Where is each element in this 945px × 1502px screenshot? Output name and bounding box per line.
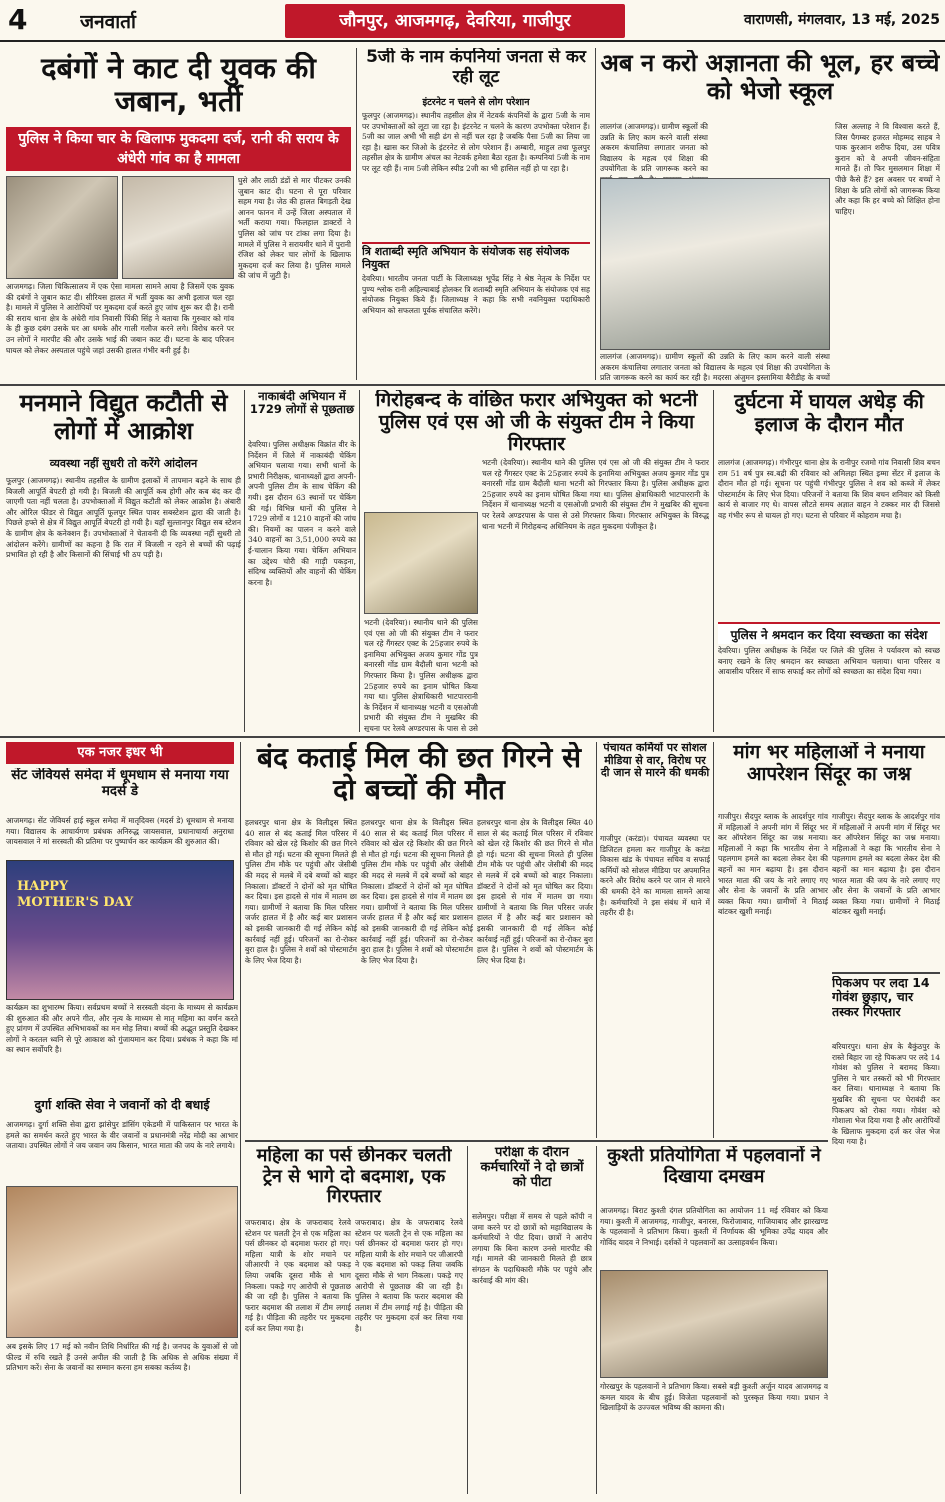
electricity-headline: मनमाने विद्युत कटौती से लोगों में आक्रोश [19, 390, 228, 445]
divider [240, 742, 241, 1494]
tri-shatabdi-headline: त्रि शताब्दी स्मृति अभियान के संयोजक सह संयोजक नियुक्त [362, 242, 590, 272]
durga-body: आजमगढ़। दुर्गा शक्ति सेवा द्वारा झांसेपुर डांसिंग एकेडमी में पाकिस्तान पर भारत के हमले का समर्थन करते हुए भारत के वीर जवानों व प्रधानमंत्री नरेंद्र मोदी का आभार जताया। उपस्थित लोगों ने जय जवान जय किसान, भारत माता की जय के नारे लगाये। [6, 1120, 238, 1151]
poster-text: HAPPY MOTHER'S DAY [17, 879, 134, 910]
tongue-body-cont: घुसे और लाठी डंडों से मार पीटकर उनकी जुबान काट दी। घटना से पूरा परिवार सहम गया है। जेठ की हालत बिगड़ती देख आनन फानन में उन्हें जिला अस्पताल में भर्ती कराया गया। फिलहाल डाक्टरों ने पुलिस को जांच पर टांका लगा दिया है। मामले में पुलिस ने सरायमीर थाने में पुरानी रंजिश को लेकर चार लोगों के खिलाफ मुकदमा दर्ज कर लिया है। पुलिस मामले की जांच में जुटी है। [238, 176, 351, 281]
divider [595, 48, 596, 380]
challan-body: देवरिया। पुलिस अधीक्षक विक्रांत वीर के निर्देशन में जिले में नाकाबंदी चेकिंग अभियान चलाया गया। सभी थानों के प्रभारी निरीक्षक, थानाध्यक्षों द्वारा अपनी-अपनी पुलिस टीम के साथ चेकिंग की गयी। इस दौरान 63 स्थानों पर चेकिंग की गई। विभिन्न थानों की पुलिस ने 1729 लोगों व 1210 वाहनों की जांच की। नियमों का पालन न करने वाले 340 वाहनों का 3,51,000 रुपये का ई-चालान किया गया। चेकिंग अभियान का उद्देश्य चोरी की गाड़ी पकड़ना, संदिग्ध व्यक्तियों और वाहनों की चेकिंग करना है। [248, 440, 356, 587]
fiveg-headline: 5जी के नाम कंपनियां जनता से कर रही लूट [366, 48, 586, 87]
accident-headline: दुर्घटना में घायल अधेड़ की इलाज के दौरान मौत [734, 390, 924, 436]
wrestling-headline: कुश्ती प्रतियोगिता में पहलवानों ने दिखाया दमखम [607, 1146, 821, 1187]
arrest-body-cont: भटनी (देवरिया)। स्थानीय थाने की पुलिस एवं एस ओ जी की संयुक्त टीम ने फरार चल रहे गैंगस्टर एक्ट के 25हजार रुपये के इनामिया अभियुक्त अजय कुमार गोंड पुत्र बनारसी गोंड ग्राम बैदौली थाना भटनी को गिरफ्तार किया है। पुलिस अधीक्षक द्वारा 25हजार रुपये का इनाम घोषित किया गया था। पुलिस क्षेत्राधिकारी भाटपाररानी के निर्देशन में थानाध्यक्ष भटनी व एसओजी प्रभारी की संयुक्त टीम ने मुखबिर की सूचना पर रेलवे अण्डरपास के पास से उसे [364, 618, 478, 732]
wrestling-photo [600, 1270, 828, 1378]
education-headline: अब न करो अज्ञानता की भूल, हर बच्चे को भेजो स्कूल [600, 50, 940, 105]
education-caption-text: लालगंज (आजमगढ़)। ग्रामीण स्कूलों की उन्नति के लिए काम करने वाली संस्था अकरम कंचालिया लगातार जनता को विद्यालय के महत्व एवं शिक्षा की उपयोगिता के प्रति जागरूक करने का कार्य कर रही है। मदरसा अंजुमन इस्लामिया बैरीडीह के बच्चों [600, 352, 830, 382]
education-body-cont: जिस अल्लाह ने वि विश्वास करते हैं, जिस पैगम्बर हजरत मोहम्मद साहब ने पाक कुरआन शरीफ दिया, उस पवित्र कुरान को वे अपनी जीवन-संहिता मानते हैं। तो फिर मुसलमान शिक्षा में पीछे कैसे हैं? इस अवसर पर बच्चों ने शिक्षा के प्रति लोगों को जागरूक किया और कहा कि हर बच्चे को शिक्षित होना चाहिए। [835, 122, 940, 216]
sindoor-body: गाजीपुर। सैदपुर ब्लाक के आदर्शपुर गांव में महिलाओं ने अपनी मांग में सिंदूर भर कर ऑपरेशन सिंदूर का जश्न मनाया। महिलाओं ने कहा कि भारतीय सेना ने पहलगाम हमले का बदला लेकर देश की बहनों का मान बढ़ाया है। इस दौरान भारत माता की जय के नारे लगाए गए और सेना के जवानों के प्रति आभार व्यक्त किया गया। ग्रामीणों ने मिठाई बांटकर खुशी मनाई। [718, 812, 828, 917]
education-body: लालगंज (आजमगढ़)। ग्रामीण स्कूलों की उन्नति के लिए काम करने वाली संस्था अकरम कंचालिया लगातार जनता को विद्यालय के महत्व एवं शिक्षा की उपयोगिता के प्रति जागरूक करने का [600, 122, 708, 174]
divider [596, 1146, 597, 1494]
arrest-headline: गिरोहबन्द के वांछित फरार अभियुक्त को भटनी पुलिस एवं एस ओ जी के संयुक्त टीम ने किया गिरफ्तार [375, 390, 698, 454]
divider [596, 742, 597, 1138]
divider [356, 48, 357, 380]
durga-headline: दुर्गा शक्ति सेवा ने जवानों को दी बधाई [34, 1098, 210, 1112]
fiveg-subhead: इंटरनेट न चलने से लोग परेशान [422, 97, 530, 108]
cleanliness-body: देवरिया। पुलिस अधीक्षक के निर्देश पर जिले की पुलिस ने पर्यावरण को स्वच्छ बनाए रखने के लिए श्रमदान कर स्वच्छता अभियान चलाया। थाना परिसर व आवासीय परिसर में साफ सफाई कर लोगों को स्वच्छता का संदेश दिया गया। [718, 646, 940, 677]
mothers-day-photo [6, 860, 234, 1000]
divider [832, 972, 940, 974]
exam-headline: परीक्षा के दौरान कर्मचारियों ने दो छात्रों को पीटा [480, 1146, 584, 1190]
wrestling-body: आजमगढ़। बिराट कुश्ती दंगल प्रतियोगिता का आयोजन 11 मई रविवार को किया गया। कुश्ती में आजमगढ़, गाजीपुर, बनारस, फिरोजाबाद, गाजियाबाद और झारखण्ड के पहलवानों ने प्रतिभाग किया। कुश्ती में निर्णायक की भूमिका उपेंद्र यादव और गोविंद यादव ने निभाई। दर्शकों ने पहलवानों का उत्साहवर्धन किया। [600, 1206, 828, 1247]
divider [713, 390, 714, 732]
panchayat-headline: पंचायत कर्मियों पर सोशल मीडिया से वार, विरोध पर दी जान से मारने की धमकी [600, 742, 710, 780]
page-number: 4 [8, 3, 28, 36]
fiveg-body: फूलपुर (आजमगढ़)। स्थानीय तहसील क्षेत्र में नेटवर्क कंपनियों के द्वारा 5जी के नाम पर उपभोक्ताओं को लूटा जा रहा है। इंटरनेट न चलने के कारण उपभोक्ता परेशान हैं। 5जी का जाल अभी भी सही ढंग से नहीं चल रहा है जबकि पैसा 5जी का लिया जा रहा है। खास कर जिओ के इंटरनेट से लोग परेशान हैं। अम्बारी, माहुल तथा फूलपुर तहसील क्षेत्र के ग्रामीण अंचल का नेटवर्क हमेशा बैठा रहता है। कम्पनियां 5जी के नाम पर लूट रही हैं। नाम 5जी लेकिन स्पीड 2जी का भी हासिल नहीं हो पा रहा है। [362, 111, 590, 173]
cleanliness-headline: पुलिस ने श्रमदान कर दिया स्वच्छता का संदेश [718, 622, 940, 644]
region-banner: जौनपुर, आजमगढ़, देवरिया, गाजीपुर [285, 4, 625, 38]
rally-photo [600, 178, 830, 350]
panchayat-body: गाजीपुर (करंडा)। पंचायत व्यवस्था पर डिजिटल हमला कर गाजीपुर के करंडा विकास खंड के पंचायत सचिव व सफाई कर्मियों को सोशल मीडिया पर अपमानित करने और विरोध करने पर जान से मारने की धमकी देने का मामला सामने आया है। कर्मचारियों ने इस संबंध में थाने में तहरीर दी है। [600, 834, 710, 918]
tri-shatabdi-body: देवरिया। भारतीय जनता पार्टी के जिलाध्यक्ष भूपेंद्र सिंह ने श्रेष्ठ नेतृत्व के निर्देश पर पुण्य श्लोक रानी अहिल्याबाई होलकर त्रि शताब्दी स्मृति अभियान के संयोजक एवं सह संयोजक नियुक्त किये हैं। जिलाध्यक्ष ने कहा कि सभी नवनियुक्त पदाधिकारी अभियान को सफलता पूर्वक संचालित करेंगे। [362, 274, 590, 315]
durga-caption: अब इसके लिए 17 मई को नवीन तिथि निर्धारित की गई है। जनपद के युवाओं से जो फील्ड में रुचि रखते हैं उनसे अपील की जाती है कि अधिक से अधिक संख्या में प्रतिभाग करें। सेना के जवानों का सम्मान करना हम सबका कर्तव्य है। [6, 1342, 238, 1373]
durga-photo [6, 1186, 238, 1338]
electricity-subhead: व्यवस्था नहीं सुधरी तो करेंगे आंदोलन [49, 457, 198, 470]
purse-body: जफराबाद। क्षेत्र के जफराबाद रेलवे स्टेशन पर चलती ट्रेन से एक महिला का पर्स छीनकर दो बदमाश फरार हो गए। महिला यात्री के शोर मचाने पर जीआरपी ने एक बदमाश को पकड़ लिया जबकि दूसरा मौके से भाग निकला। पकड़े गए आरोपी से पूछताछ की जा रही है। पुलिस ने बताया कि फरार बदमाश की तलाश में टीम लगाई गई है। पीड़िता की तहरीर पर मुकदमा दर्ज कर लिया गया है। [245, 1218, 351, 1333]
police-team-photo [364, 512, 478, 614]
divider [245, 1140, 828, 1142]
tongue-subhead: पुलिस ने किया चार के खिलाफ मुकदमा दर्ज, रानी की सराय के अंधेरी गांव का है मामला [6, 127, 351, 171]
divider [713, 742, 714, 1138]
roof-body: हलधरपुर थाना क्षेत्र के विलीड्स स्थित 40 साल से बंद कताई मिल परिसर में रविवार को खेल रहे किशोर की छत गिरने से मौत हो गई। घटना की सूचना मिलते ही पुलिस टीम मौके पर पहुंची और जेसीबी की मदद से मलबे में दबे बच्चों को बाहर निकाला। डॉक्टरों ने दोनों को मृत घोषित कर दिया। इस हादसे से गांव में मातम छा गया। ग्रामीणों ने बताया कि मिल परिसर जर्जर हालत में है और कई बार प्रशासन को इसकी जानकारी दी गई लेकिन कोई कार्रवाई नहीं हुई। परिजनों का रो-रोकर बुरा हाल है। पुलिस ने शवों को पोस्टमार्टम के लिए भेज दिया है। [245, 818, 357, 965]
hospital-photo [6, 176, 118, 279]
roof-body-2: हलधरपुर थाना क्षेत्र के विलीड्स स्थित 40 साल से बंद कताई मिल परिसर में रविवार को खेल रहे किशोर की छत गिरने से मौत हो गई। घटना की सूचना मिलते ही पुलिस टीम मौके पर पहुंची और जेसीबी की मदद से मलबे में दबे बच्चों को बाहर निकाला। डॉक्टरों ने दोनों को मृत घोषित कर दिया। इस हादसे से गांव में मातम छा गया। ग्रामीणों ने बताया कि मिल परिसर जर्जर हालत में है और कई बार प्रशासन को इसकी जानकारी दी गई लेकिन कोई कार्रवाई नहीं हुई। परिजनों का रो-रोकर बुरा हाल है। पुलिस ने शवों को पोस्टमार्टम के लिए भेज दिया है। [361, 818, 473, 965]
divider [244, 390, 245, 732]
purse-headline: महिला का पर्स छीनकर चलती ट्रेन से भागे दो बदमाश, एक गिरफ्तार [256, 1146, 452, 1208]
purse-body-2: जफराबाद। क्षेत्र के जफराबाद रेलवे स्टेशन पर चलती ट्रेन से एक महिला का पर्स छीनकर दो बदमाश फरार हो गए। महिला यात्री के शोर मचाने पर जीआरपी ने एक बदमाश को पकड़ लिया जबकि दूसरा मौके से भाग निकला। पकड़े गए आरोपी से पूछताछ की जा रही है। पुलिस ने बताया कि फरार बदमाश की तलाश में टीम लगाई गई है। पीड़िता की तहरीर पर मुकदमा दर्ज कर लिया गया है। [355, 1218, 463, 1333]
education-caption [600, 352, 830, 382]
nazar-body: आजमगढ़। सेंट जेवियर्स हाई स्कूल समेदा में मातृदिवस (मदर्स डे) धूमधाम से मनाया गया। विद्यालय के आचार्यगण प्रबंधक अनिरुद्ध जायसवाल, प्रधानाचार्या अनुराधा जायसवाल ने मां सरस्वती की प्रतिमा पर पुष्पार्चन कर कार्यक्रम की शुरुआत की। [6, 816, 234, 847]
nazar-label: एक नजर इधर भी [6, 742, 234, 764]
divider [0, 736, 945, 738]
arrest-body: भटनी (देवरिया)। स्थानीय थाने की पुलिस एवं एस ओ जी की संयुक्त टीम ने फरार चल रहे गैंगस्टर एक्ट के 25हजार रुपये के इनामिया अभियुक्त अजय कुमार गोंड पुत्र बनारसी गोंड ग्राम बैदौली थाना भटनी को गिरफ्तार किया है। पुलिस अधीक्षक द्वारा 25हजार रुपये का इनाम घोषित किया गया था। पुलिस क्षेत्राधिकारी भाटपाररानी के निर्देशन में थानाध्यक्ष भटनी व एसओजी प्रभारी की संयुक्त टीम ने मुखबिर की सूचना पर रेलवे अण्डरपास के पास से उसे गिरफ्तार किया। गिरफ्तार अभियुक्त के विरुद्ध थाना भटनी में गिरोहबन्द अधिनियम के तहत मुकदमा पंजीकृत है। [482, 458, 709, 531]
accident-body: लालगंज (आजमगढ़)। गंभीरपुर थाना क्षेत्र के रानीपुर रजमो गांव निवासी शिव बचन राम 51 वर्ष पुत्र स्व.बद्री की रविवार को अमिलहा स्थित इम्मा सेंटर में इलाज के दौरान मौत हो गई। सूचना पर पहुंची गंभीरपुर पुलिस ने शव को कब्जे में लेकर पोस्टमार्टम के लिए भेज दिया। परिजनों ने बताया कि शिव बचन शनिवार को किसी कार्य से बाजार गए थे। वापस लौटते समय अज्ञात वाहन ने टक्कर मार दी जिससे वह गंभीर रूप से घायल हो गए। घटना से परिवार में कोहराम मचा है। [718, 458, 940, 520]
paper-name: जनवार्ता [80, 11, 136, 33]
nazar-caption: कार्यक्रम का शुभारम्भ किया। सर्वप्रथम बच्चों ने सरस्वती वंदना के माध्यम से कार्यक्रम की शुरुआत की और अपने गीत, और नृत्य के माध्यम से मातृ महिमा का वर्णन करते हुए प्रांगण में उपस्थित अभिभावकों का मन मोह लिया। बच्चों की अद्भुत प्रस्तुति देखकर लोगों ने करतल ध्वनि से पूरे आकाश को गुंजायमान कर दिया। प्रबंधक ने कहा कि मां का स्थान सर्वोपरि है। [6, 1003, 238, 1055]
roof-headline: बंद कताई मिल की छत गिरने से दो बच्चों की मौत [256, 742, 582, 807]
victim-photo [122, 176, 234, 279]
divider [0, 384, 945, 386]
sindoor-headline: मांग भर महिलाओं ने मनाया आपरेशन सिंदूर का जश्न [733, 742, 925, 785]
tongue-headline: दबंगों ने काट दी युवक की जबान, भर्ती [41, 52, 316, 119]
electricity-body: फूलपुर (आजमगढ़)। स्थानीय तहसील के ग्रामीण इलाकों में तापमान बढ़ने के साथ ही बिजली आपूर्ति बेपटरी हो गयी है। बिजली की आपूर्ति कब होगी और कब बंद कर दी जाएगी पता नहीं चलता है। उपभोक्ताओं में विद्युत कटौती को लेकर आक्रोश है। अंबारी और ओरिल फीडर से विद्युत आपूर्ति फूलपुर स्थित पावर सबस्टेशन द्वारा की जाती है। पिछले हफ्ते से क्षेत्र में विद्युत आपूर्ति बेपटरी हो गयी है। यहाँ सुल्तानपुर विद्युत सब स्टेशन के ग्रामीण क्षेत्र के कनेक्शन हैं। उपभोक्ताओं ने चेतावनी दी कि व्यवस्था नहीं सुधरी तो आंदोलन करेंगे। ग्रामीणों का कहना है कि रात में बिजली न रहने से बच्चों की पढ़ाई प्रभावित हो रही है और किसानों की सिंचाई भी ठप पड़ी है। [6, 476, 241, 560]
masthead [0, 0, 945, 42]
tongue-body: आजमगढ़। जिला चिकित्सालय में एक ऐसा मामला सामने आया है जिसमें एक युवक की दबंगों ने जुबान काट दी। सीरियस हालत में भर्ती युवक का अभी इलाज चल रहा है। मामले में पुलिस ने आरोपियों पर मुकदमा दर्ज करते हुए जांच शुरू कर दी है। रानी की सराय थाना क्षेत्र के अंधेरी गांव निवासी पिंकी सिंह ने बताया कि गुरुवार को गांव के ही कुछ दबंग उसके घर आ धमके और गाली गलौज करने लगे। विरोध करने पर उन लोगों ने मारपीट की और उसके भाई की जबान काट दी। घटना के बाद परिजन घायल को लेकर अस्पताल पहुंचे जहां उसकी हालत गंभीर बनी हुई है। [6, 282, 234, 355]
roof-body-3: हलधरपुर थाना क्षेत्र के विलीड्स स्थित 40 साल से बंद कताई मिल परिसर में रविवार को खेल रहे किशोर की छत गिरने से मौत हो गई। घटना की सूचना मिलते ही पुलिस टीम मौके पर पहुंची और जेसीबी की मदद से मलबे में दबे बच्चों को बाहर निकाला। डॉक्टरों ने दोनों को मृत घोषित कर दिया। इस हादसे से गांव में मातम छा गया। ग्रामीणों ने बताया कि मिल परिसर जर्जर हालत में है और कई बार प्रशासन को इसकी जानकारी दी गई लेकिन कोई कार्रवाई नहीं हुई। परिजनों का रो-रोकर बुरा हाल है। पुलिस ने शवों को पोस्टमार्टम के लिए भेज दिया है। [477, 818, 593, 965]
dateline: वाराणसी, मंगलवार, 13 मई, 2025 [743, 12, 940, 28]
nazar-headline: सेंट जेवियर्स समेदा में धूमधाम से मनाया गया मदर्स डे [11, 768, 229, 799]
exam-body: सलेमपुर। परीक्षा में समय से पहले कॉपी न जमा करने पर दो छात्रों को महाविद्यालय के कर्मचारियों ने पीट दिया। छात्रों ने आरोप लगाया कि बिना कारण उनसे मारपीट की गई। मामले की जानकारी मिलते ही छात्र संगठन के पदाधिकारी मौके पर पहुंचे और कार्रवाई की मांग की। [472, 1212, 592, 1285]
divider [359, 390, 360, 732]
wrestling-caption: गोरखपुर के पहलवानों ने प्रतिभाग किया। सबसे बड़ी कुश्ती अर्जुन यादव आजमगढ़ व कमल यादव के बीच हुई। विजेता पहलवानों को पुरस्कृत किया गया। प्रधान ने खिलाड़ियों के उज्ज्वल भविष्य की कामना की। [600, 1382, 828, 1413]
sindoor-body-2: गाजीपुर। सैदपुर ब्लाक के आदर्शपुर गांव में महिलाओं ने अपनी मांग में सिंदूर भर कर ऑपरेशन सिंदूर का जश्न मनाया। महिलाओं ने कहा कि भारतीय सेना ने पहलगाम हमले का बदला लेकर देश की बहनों का मान बढ़ाया है। इस दौरान भारत माता की जय के नारे लगाए गए और सेना के जवानों के प्रति आभार व्यक्त किया गया। ग्रामीणों ने मिठाई बांटकर खुशी मनाई। [832, 812, 940, 917]
challan-headline: नाकाबंदी अभियान में 1729 लोगों से पूछताछ [249, 390, 355, 417]
cows-body: बरियारपुर। थाना क्षेत्र के बैकुंठपुर के रास्ते बिहार जा रहे पिकअप पर लदे 14 गोवंश को पुलिस ने बरामद किया। पुलिस ने चार तस्करों को भी गिरफ्तार कर लिया। थानाध्यक्ष ने बताया कि मुखबिर की सूचना पर घेराबंदी कर पिकअप को रोका गया। गोवंश को गोशाला भेज दिया गया है और आरोपियों के खिलाफ मुकदमा दर्ज कर जेल भेज दिया गया है। [832, 1042, 940, 1147]
divider [467, 1146, 468, 1494]
cows-headline: पिकअप पर लदा 14 गोवंश छुड़ाए, चार तस्कर गिरफ्तार [832, 976, 930, 1019]
